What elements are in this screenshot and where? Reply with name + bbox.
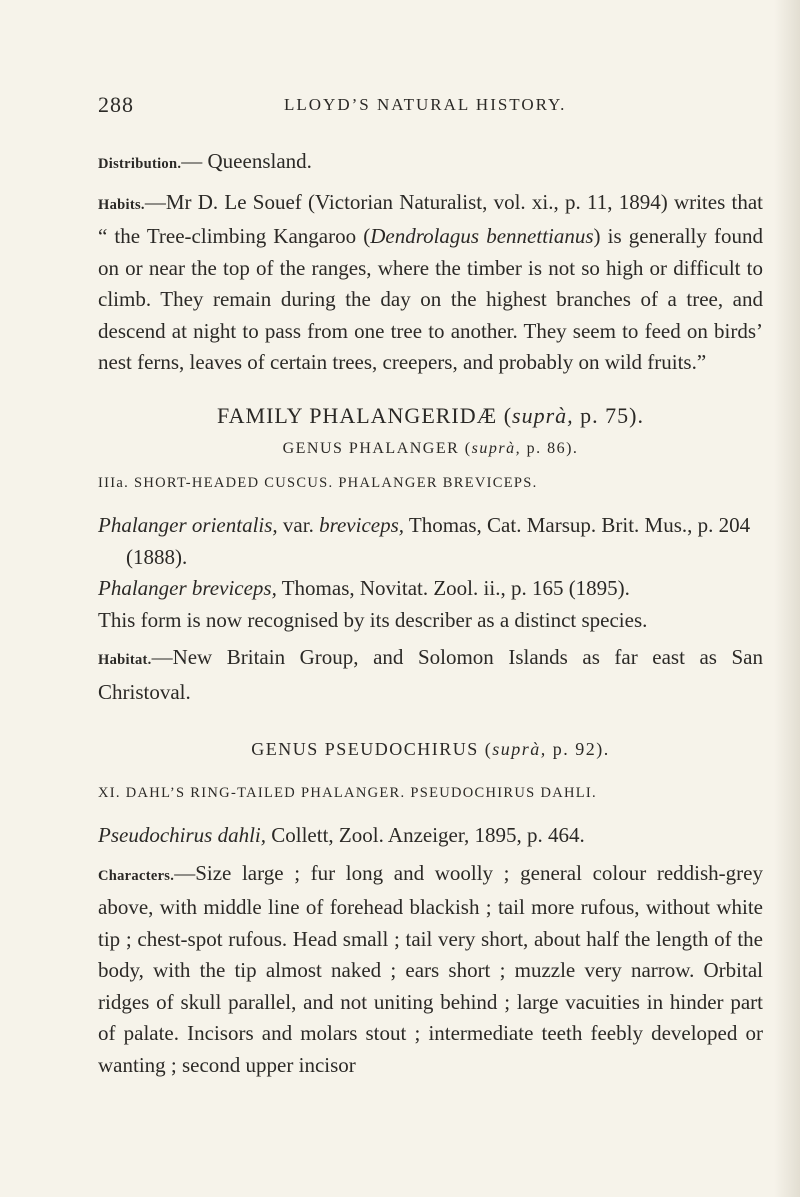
running-header: [98, 92, 763, 122]
species-1-number: IIIa.: [98, 474, 130, 491]
species-2-name: DAHL’S RING-TAILED PHALANGER. PSEUDOCHIRUS DAHLI.: [120, 784, 597, 801]
note-1: This form is now recognised by its describer as a distinct species.: [98, 607, 648, 632]
synonym-1: [98, 510, 763, 573]
synonym-3-citation: Collett, Zool. Anzeiger, 1895, p. 464.: [266, 823, 585, 847]
species-1-name: SHORT-HEADED CUSCUS. PHALANGER BREVICEPS.: [129, 474, 538, 491]
species-2-heading: [98, 778, 763, 810]
habits-species: Dendrolagus bennettianus: [370, 224, 594, 248]
genus-2-name: GENUS PSEUDOCHIRUS (: [251, 739, 493, 759]
genus-2-ref: suprà,: [492, 739, 547, 759]
habits-text-1: —Mr D. Le Souef (Victorian Naturalist, vol. xi., p. 11, 1894) writes that “ the Tree-climbing Kangaroo (: [98, 189, 763, 248]
synonym-1-var: breviceps,: [319, 513, 405, 537]
habits-text-2: ) is generally found on or near the top of the ranges, where the timber is not so high or difficult to climb. They remain during the day on the highest branches of a tree, and descend at night to pass from one tree to another. They seem to feed on birds’ nest ferns, leaves of certain trees, creepers, and probably on wild fruits.”: [98, 224, 763, 374]
page-number: 288: [98, 92, 134, 117]
habitat-text: —New Britain Group, and Solomon Islands as far east as San Christoval.: [98, 645, 763, 704]
page-edge-shadow: [774, 0, 800, 1197]
family-heading: [98, 400, 763, 432]
page-body: [98, 146, 763, 1081]
synonym-2-name: Phalanger breviceps,: [98, 576, 277, 600]
synonym-3: [98, 820, 763, 852]
habitat-paragraph: [98, 642, 763, 708]
genus-1-page: p. 86).: [521, 440, 579, 457]
characters-label: Characters.: [98, 867, 175, 884]
distribution-paragraph: [98, 146, 763, 181]
species-2-number: XI.: [98, 784, 121, 801]
synonym-2: [98, 573, 763, 605]
characters-text: —Size large ; fur long and woolly ; general colour reddish-grey above, with middle line of forehead blackish ; tail more rufous, without white tip ; chest-spot rufous. Head small ; tail very short, about half the length of the body, with the tip almost naked ; ears short ; muzzle very narrow. Orbital ridges of skull parallel, and not uniting behind ; large vacuities in hinder part of palate. Incisors and molars stout ; intermediate teeth feebly developed or wanting ; second upper incisor: [98, 860, 763, 1077]
characters-paragraph: [98, 858, 763, 1082]
genus-pseudochirus-heading: [98, 734, 763, 766]
synonym-1-citation: Thomas, Cat. Marsup. Brit. Mus., p. 204 (1888).: [126, 513, 751, 569]
habitat-label: Habitat.: [98, 652, 152, 668]
synonym-3-name: Pseudochirus dahli,: [98, 823, 266, 847]
habits-paragraph: [98, 187, 763, 379]
genus-1-name: GENUS PHALANGER (: [282, 440, 472, 457]
synonym-1-text: var.: [277, 513, 320, 537]
distribution-label: Distribution.: [98, 156, 182, 172]
family-name: FAMILY PHALANGERIDÆ (: [217, 402, 513, 428]
species-1-heading: [98, 468, 763, 500]
synonym-1-genus: Phalanger orientalis,: [98, 513, 278, 537]
genus-2-page: p. 92).: [546, 739, 610, 759]
family-page: p. 75).: [573, 402, 644, 428]
genus-1-ref: suprà,: [471, 440, 522, 457]
synonym-2-citation: Thomas, Novitat. Zool. ii., p. 165 (1895).: [276, 576, 630, 600]
running-title: LLOYD’S NATURAL HISTORY.: [284, 95, 567, 114]
family-ref: suprà,: [512, 402, 574, 428]
genus-phalanger-heading: [98, 433, 763, 465]
habits-label: Habits.: [98, 196, 145, 213]
distribution-text: — Queensland.: [181, 149, 312, 173]
